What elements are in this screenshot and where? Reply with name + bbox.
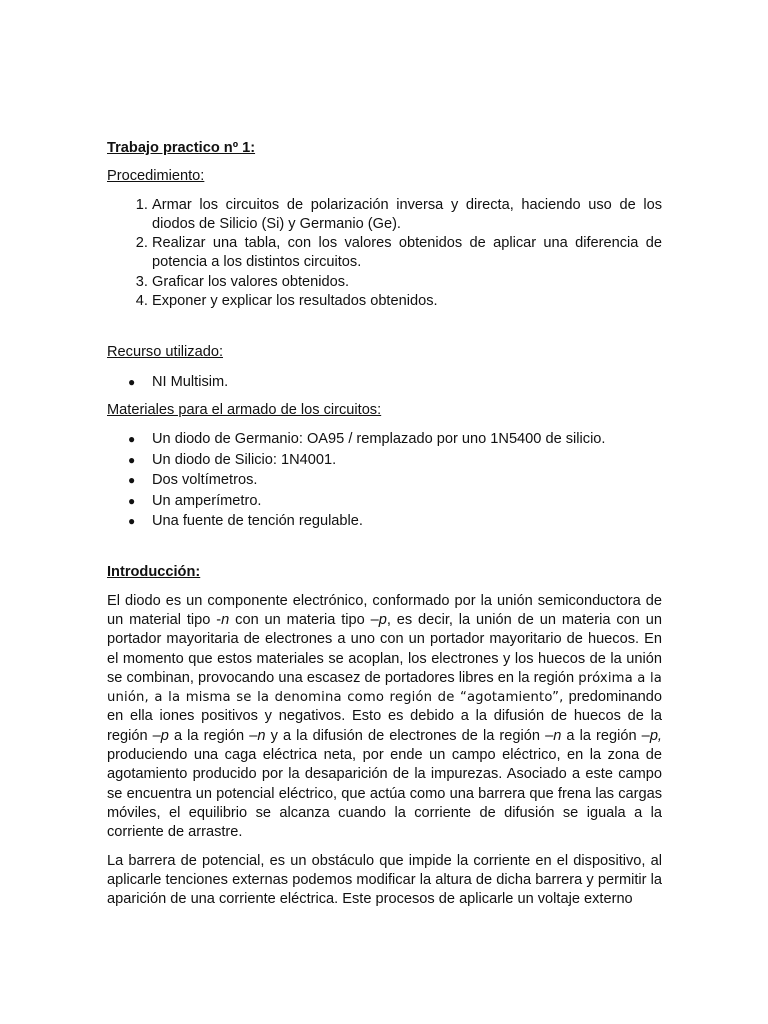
page-title: Trabajo practico nº 1: <box>107 140 256 156</box>
bullet-icon: ● <box>128 432 136 447</box>
bullet-icon: ● <box>128 452 136 467</box>
resource-item-text: NI Multisim. <box>152 373 229 390</box>
procedure-step: 3. Graficar los valores obtenidos. <box>152 273 662 292</box>
italic-run: p <box>160 727 169 744</box>
material-item <box>128 450 662 470</box>
material-item <box>128 491 662 511</box>
procedure-list <box>107 196 662 312</box>
material-item <box>128 429 662 449</box>
material-item-text: Un diodo de Silicio: 1N4001. <box>152 451 337 468</box>
italic-run: n <box>257 727 266 744</box>
materials-label: Materiales para el armado de los circuitos: <box>107 402 382 419</box>
text-run: y a la difusión de electrones de la región – <box>265 727 554 744</box>
material-item <box>128 470 662 490</box>
italic-run: n <box>221 612 230 628</box>
resource-label: Recurso utilizado: <box>107 344 223 361</box>
resource-item <box>128 372 662 392</box>
material-item-text: Dos voltímetros. <box>152 472 258 489</box>
italic-run: p <box>378 612 387 628</box>
alt-font-run: próxima a la unión, a la misma se la denomina como región de “agotamiento”, <box>107 670 662 706</box>
italic-run: n <box>553 727 562 744</box>
text-run: , es decir, la unión de un materia con un portador mayoritaria de electrones a uno con un portador mayoritario de huecos. En el momento que estos materiales se acoplan, los electrones y los huecos de la unión se combinan, provocando una escasez de portadores libres en la región <box>107 612 663 686</box>
document-page <box>107 139 662 909</box>
text-run: a la región – <box>561 727 650 744</box>
intro-paragraph-1 <box>107 592 662 843</box>
italic-run: p, <box>649 727 662 744</box>
procedure-label: Procedimiento: <box>107 168 205 185</box>
procedure-step: 1. Armar los circuitos de polarización inversa y directa, haciendo uso de los diodos de Silicio (Si) y Germanio (Ge). <box>152 196 662 235</box>
materials-list <box>107 429 662 531</box>
bullet-icon: ● <box>128 514 136 528</box>
intro-heading: Introducción: <box>107 564 201 581</box>
material-item-text: Un diodo de Germanio: OA95 / remplazado por uno 1N5400 de silicio. <box>152 431 606 448</box>
text-run: El diodo es un componente electrónico, conformado por la unión semiconductora de un material tipo - <box>107 592 662 628</box>
text-run: a la región – <box>168 727 258 744</box>
text-run: con un materia tipo – <box>229 612 379 628</box>
procedure-step: 4. Exponer y explicar los resultados obtenidos. <box>152 292 662 311</box>
intro-paragraph-2: La barrera de potencial, es un obstáculo que impide la corriente en el dispositivo, al aplicarle tenciones externas podemos modificar la altura de dicha barrera y permitir la aparición de una corriente eléctrica. Este procesos de aplicarle un voltaje externo <box>107 852 662 908</box>
procedure-step: 2. Realizar una tabla, con los valores obtenidos de aplicar una diferencia de potencia a los distintos circuitos. <box>152 234 662 273</box>
text-run: predominando en ella iones positivos y negativos. Esto es debido a la difusión de huecos de la región – <box>107 689 662 744</box>
bullet-icon: ● <box>128 493 136 508</box>
material-item-text: Una fuente de tención regulable. <box>152 513 363 529</box>
bullet-icon: ● <box>128 374 136 389</box>
material-item-text: Un amperímetro. <box>152 492 262 509</box>
text-run: produciendo una caga eléctrica neta, por ende un campo eléctrico, en la zona de agotamiento producido por la desaparición de la impurezas. Asociado a este campo se encuentra un potencial eléctrico, que actúa como una barrera que frena las cargas móviles, el equilibrio se alcanza cuando la corriente de difusión se iguala a la corriente de arrastre. <box>107 747 662 841</box>
bullet-icon: ● <box>128 473 136 488</box>
material-item <box>128 511 662 531</box>
resource-list <box>107 372 662 392</box>
